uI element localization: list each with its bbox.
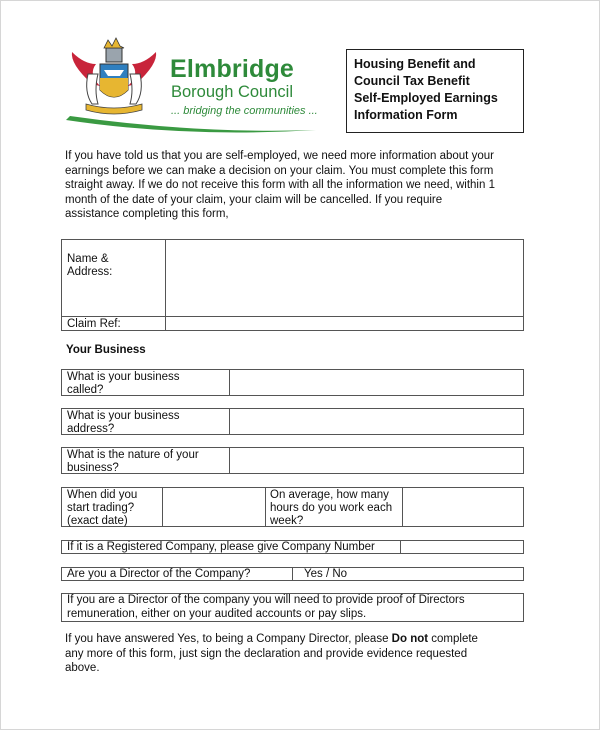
business-address-row (61, 408, 524, 435)
claimant-table (61, 239, 524, 331)
business-nature-label: What is the nature of your business? (67, 449, 199, 474)
council-name: Elmbridge (170, 55, 295, 83)
director-row (61, 567, 524, 581)
business-nature-field[interactable] (230, 448, 523, 473)
director-yes-no-options[interactable]: Yes / No (304, 568, 348, 580)
your-business-heading: Your Business (66, 344, 146, 356)
business-address-label: What is your business address? (67, 410, 180, 435)
form-title-line: Information Form (354, 108, 458, 122)
council-subtitle: Borough Council (171, 83, 293, 101)
director-note-line: If you are a Director of the company you will need to provide proof of Directors (67, 594, 465, 606)
hours-label: On average, how many hours do you work each week? (270, 489, 393, 527)
business-name-field[interactable] (230, 370, 523, 395)
do-not-emphasis: Do not (391, 633, 429, 645)
business-name-label: What is your business called? (67, 371, 180, 396)
director-question-label: Are you a Director of the Company? (67, 568, 251, 580)
director-note-line: remuneration, either on your audited accounts or pay slips. (67, 608, 367, 620)
footer-line: any more of this form, just sign the declaration and provide evidence requested (65, 647, 468, 660)
company-number-field[interactable] (401, 541, 523, 553)
form-title-line: Housing Benefit and (354, 57, 476, 71)
business-nature-row (61, 447, 524, 474)
form-title-line: Council Tax Benefit (354, 74, 470, 88)
start-trading-label: When did you start trading? (exact date) (67, 489, 138, 527)
intro-line: straight away. If we do not receive this form with all the information we need, within 1 (65, 179, 495, 191)
footer-paragraph (65, 632, 525, 676)
name-address-label: Name & Address: (67, 253, 113, 278)
footer-line: above. (65, 662, 100, 674)
intro-line: month of the date of your claim, your claim will be cancelled. If you require (65, 193, 443, 206)
trading-hours-row (61, 487, 524, 527)
start-trading-field[interactable] (163, 488, 265, 526)
business-address-field[interactable] (230, 409, 523, 434)
intro-line: earnings before we can make a decision on your claim. You must complete this form (65, 164, 494, 177)
intro-line: assistance completing this form, (65, 208, 229, 220)
business-name-row (61, 369, 524, 396)
form-title-box (346, 49, 524, 133)
council-tagline: ... bridging the communities ... (171, 105, 318, 117)
footer-line: If you have answered Yes, to being a Company Director, please Do not complete (65, 633, 478, 645)
director-note-box (61, 593, 524, 622)
intro-paragraph (65, 149, 525, 222)
claim-ref-label: Claim Ref: (67, 318, 121, 330)
name-address-field[interactable] (166, 240, 523, 316)
hours-field[interactable] (403, 488, 523, 526)
company-number-label: If it is a Registered Company, please give Company Number (67, 541, 375, 553)
intro-line: If you have told us that you are self-employed, we need more information about your (65, 150, 494, 162)
form-title-line: Self-Employed Earnings (354, 91, 498, 105)
claim-ref-field[interactable] (166, 317, 523, 330)
company-number-row (61, 540, 524, 554)
